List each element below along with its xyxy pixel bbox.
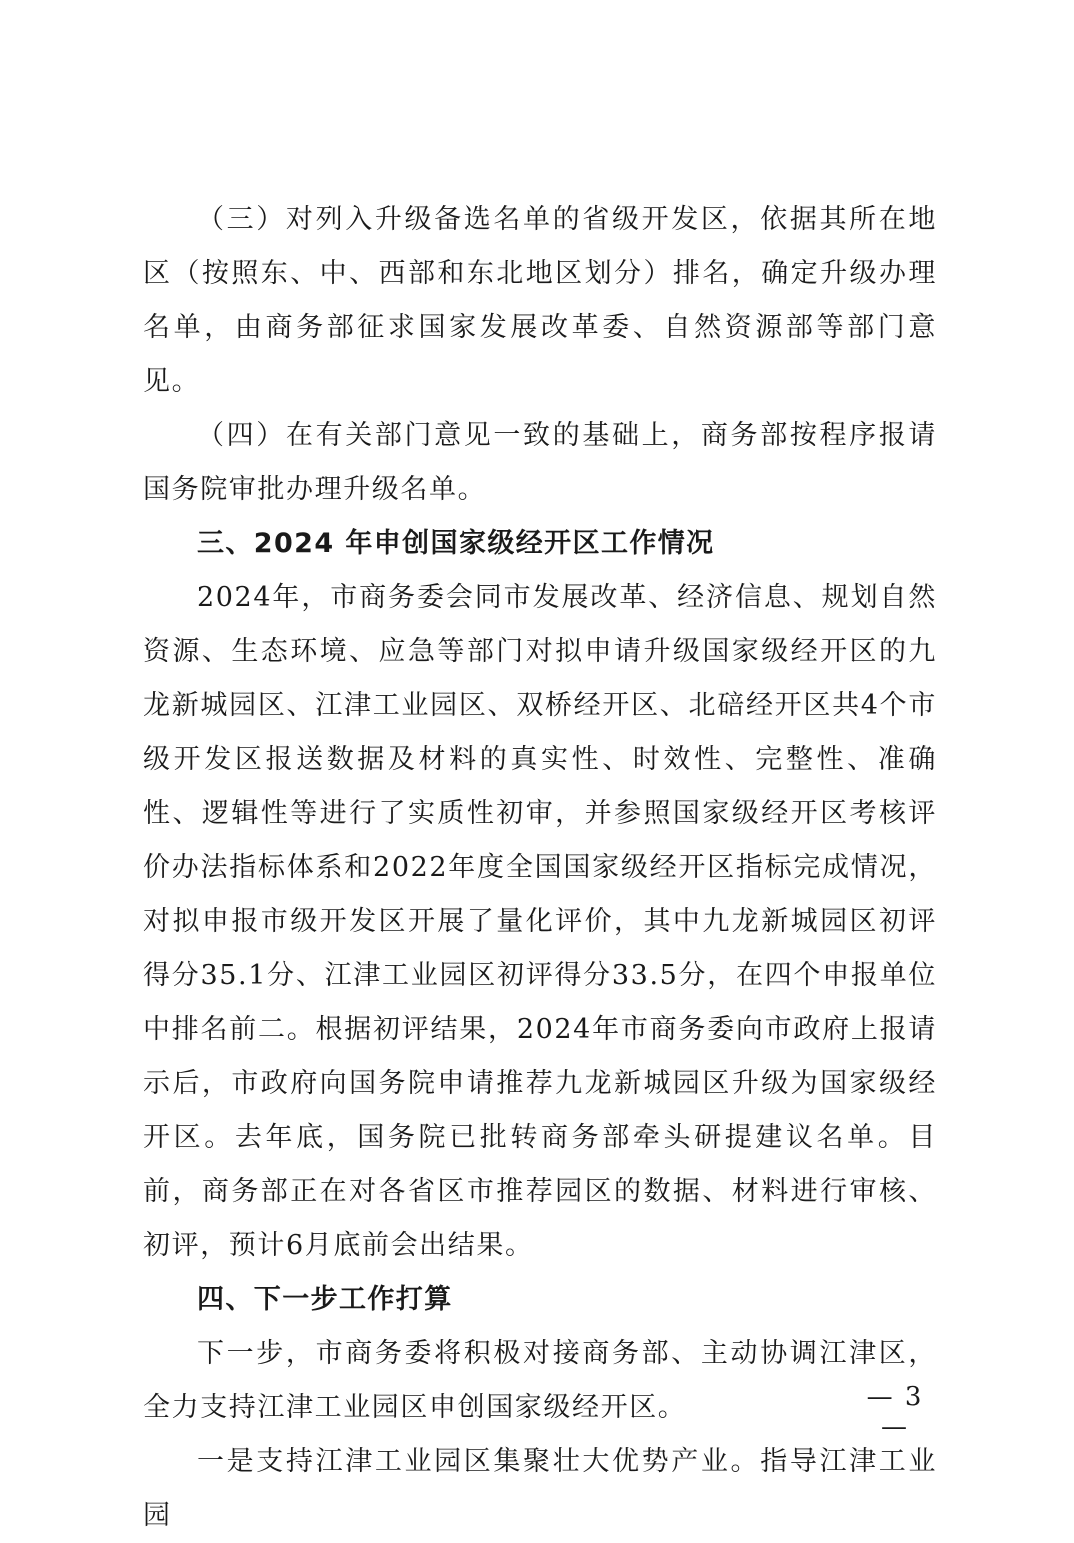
- page-number: — 3 —: [866, 1382, 924, 1442]
- paragraph-procedure-three: （三）对列入升级备选名单的省级开发区，依据其所在地区（按照东、中、西部和东北地区划分）排名，确定升级办理名单，由商务部征求国家发展改革委、自然资源部等部门意见。: [143, 204, 937, 397]
- paragraph-procedure-four: （四）在有关部门意见一致的基础上，商务部按程序报请国务院审批办理升级名单。: [143, 420, 937, 505]
- section-heading-next-steps: 四、下一步工作打算: [197, 1284, 453, 1315]
- paragraph-support-industries: 一是支持江津工业园区集聚壮大优势产业。指导江津工业园: [143, 1446, 937, 1531]
- paragraph-next-steps-intro: 下一步，市商务委将积极对接商务部、主动协调江津区，全力支持江津工业园区申创国家级经开区。: [143, 1338, 937, 1423]
- document-body: [143, 193, 937, 1543]
- paragraph-2024-work-status: 2024年，市商务委会同市发展改革、经济信息、规划自然资源、生态环境、应急等部门对拟申请升级国家级经开区的九龙新城园区、江津工业园区、双桥经开区、北碚经开区共4个市级开发区报送数据及材料的真实性、时效性、完整性、准确性、逻辑性等进行了实质性初审，并参照国家级经开区考核评价办法指标体系和2022年度全国国家级经开区指标完成情况，对拟申报市级开发区开展了量化评价，其中九龙新城园区初评得分35.1分、江津工业园区初评得分33.5分，在四个申报单位中排名前二。根据初评结果，2024年市商务委向市政府上报请示后，市政府向国务院申请推荐九龙新城园区升级为国家级经开区。去年底，国务院已批转商务部牵头研提建议名单。目前，商务部正在对各省区市推荐园区的数据、材料进行审核、初评，预计6月底前会出结果。: [143, 582, 937, 1261]
- section-heading-2024-application: 三、2024 年申创国家级经开区工作情况: [197, 528, 715, 559]
